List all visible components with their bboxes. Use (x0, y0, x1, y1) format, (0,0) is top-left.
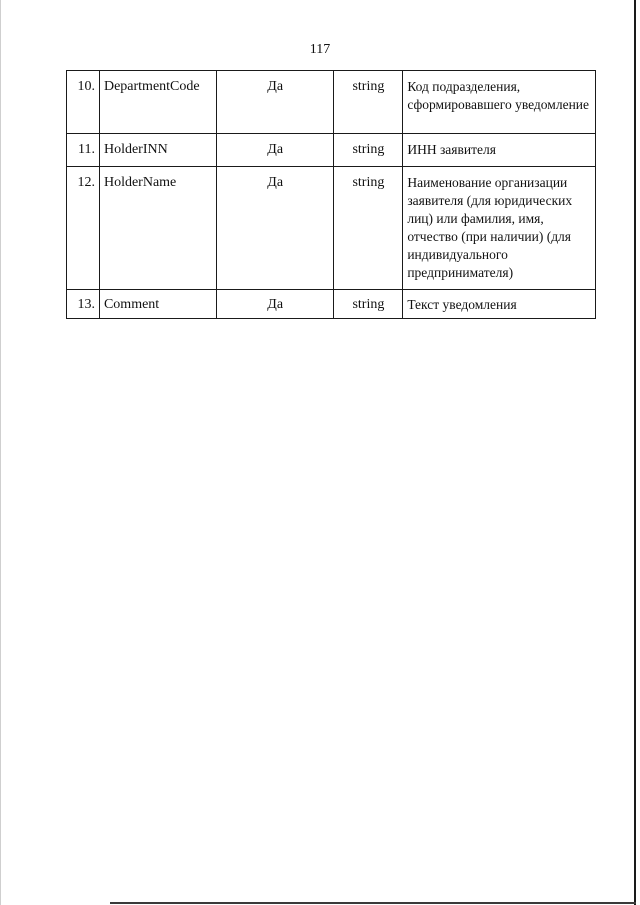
field-name: HolderINN (99, 134, 216, 167)
row-number: 10. (67, 71, 100, 134)
scan-edge-right (634, 0, 636, 905)
table-row (67, 71, 596, 134)
field-required: Да (216, 71, 334, 134)
field-description: Код подразделения, сформировавшего уведомление (403, 71, 596, 134)
page-number: 117 (309, 42, 331, 57)
field-name: DepartmentCode (99, 71, 216, 134)
table-row (67, 134, 596, 167)
table-row (67, 167, 596, 290)
row-number: 13. (67, 290, 100, 319)
field-required: Да (216, 290, 334, 319)
field-name: HolderName (99, 167, 216, 290)
field-spec-table (66, 70, 596, 319)
field-description: Текст уведомления (403, 290, 596, 319)
field-type: string (334, 167, 403, 290)
field-description: ИНН заявителя (403, 134, 596, 167)
field-type: string (334, 71, 403, 134)
table-row (67, 290, 596, 319)
row-number: 11. (67, 134, 100, 167)
row-number: 12. (67, 167, 100, 290)
field-description: Наименование организации заявителя (для юридических лиц) или фамилия, имя, отчество (при наличии) (для индивидуального предпринимателя) (403, 167, 596, 290)
field-required: Да (216, 134, 334, 167)
field-type: string (334, 134, 403, 167)
scan-edge-left (0, 0, 1, 905)
field-name: Comment (99, 290, 216, 319)
scan-edge-bottom (110, 902, 636, 904)
field-required: Да (216, 167, 334, 290)
field-type: string (334, 290, 403, 319)
